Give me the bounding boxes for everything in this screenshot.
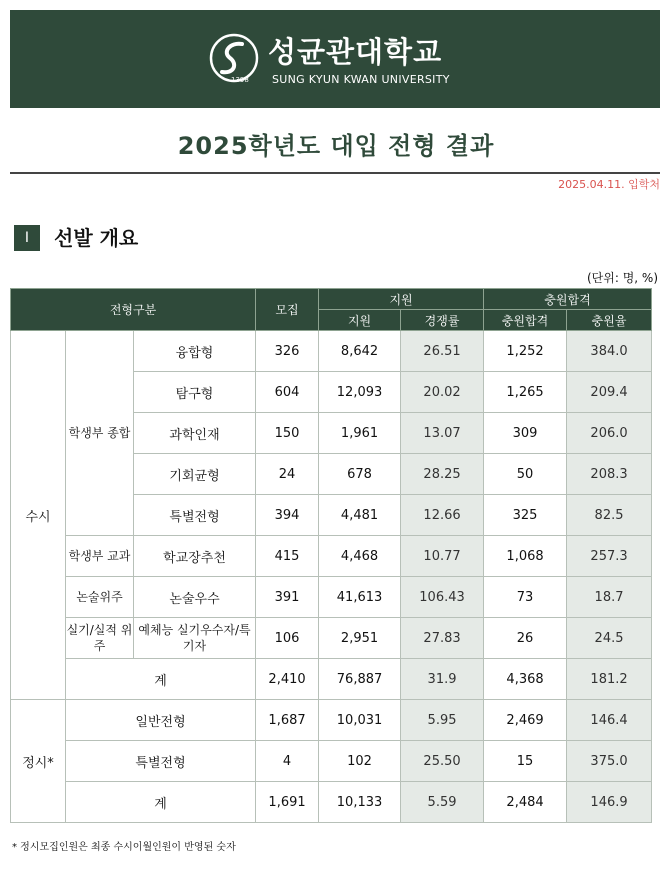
row-pass: 73: [484, 577, 567, 618]
row-recruit: 24: [256, 454, 319, 495]
table-row-subtotal: [11, 782, 652, 823]
row-competition: 5.95: [401, 700, 484, 741]
header-pass-rate: 충원율: [567, 310, 652, 331]
row-competition: 12.66: [401, 495, 484, 536]
row-type: 학교장추천: [134, 536, 256, 577]
row-type: 특별전형: [66, 741, 256, 782]
row-competition: 5.59: [401, 782, 484, 823]
header-apply-count: 지원: [319, 310, 401, 331]
table-row: [11, 536, 652, 577]
row-recruit: 4: [256, 741, 319, 782]
row-competition: 20.02: [401, 372, 484, 413]
footnote: * 정시모집인원은 최종 수시이월인원이 반영된 숫자: [12, 842, 236, 853]
logo-year: 1398: [231, 76, 249, 84]
row-type: 융합형: [134, 331, 256, 372]
group-silgi: 실기/실적 위주: [66, 618, 134, 659]
row-apply: 8,642: [319, 331, 401, 372]
row-competition: 106.43: [401, 577, 484, 618]
header-apply: 지원: [319, 289, 484, 310]
row-pass: 15: [484, 741, 567, 782]
row-apply: 41,613: [319, 577, 401, 618]
row-apply: 1,961: [319, 413, 401, 454]
row-competition: 10.77: [401, 536, 484, 577]
row-type: 특별전형: [134, 495, 256, 536]
table-row: [11, 577, 652, 618]
row-pass: 4,368: [484, 659, 567, 700]
row-recruit: 415: [256, 536, 319, 577]
row-apply: 4,468: [319, 536, 401, 577]
category-susi: 수시: [11, 331, 66, 700]
category-jeongsi: 정시*: [11, 700, 66, 823]
section-number: I: [14, 225, 40, 251]
row-pass-rate: 18.7: [567, 577, 652, 618]
row-pass-rate: 209.4: [567, 372, 652, 413]
row-pass-rate: 181.2: [567, 659, 652, 700]
row-apply: 10,133: [319, 782, 401, 823]
row-competition: 26.51: [401, 331, 484, 372]
table-row: [11, 700, 652, 741]
row-type: 논술우수: [134, 577, 256, 618]
university-name-en: SUNG KYUN KWAN UNIVERSITY: [272, 73, 450, 86]
row-type: 탐구형: [134, 372, 256, 413]
row-apply: 102: [319, 741, 401, 782]
row-recruit: 1,687: [256, 700, 319, 741]
row-pass: 1,252: [484, 331, 567, 372]
row-apply: 4,481: [319, 495, 401, 536]
row-apply: 10,031: [319, 700, 401, 741]
unit-label: (단위: 명, %): [586, 271, 658, 285]
row-competition: 25.50: [401, 741, 484, 782]
table-row: [11, 618, 652, 659]
row-apply: 2,951: [319, 618, 401, 659]
row-type: 예체능 실기우수자/특기자: [134, 618, 256, 659]
group-nonsul: 논술위주: [66, 577, 134, 618]
row-pass: 309: [484, 413, 567, 454]
row-competition: 31.9: [401, 659, 484, 700]
row-competition: 27.83: [401, 618, 484, 659]
header-type: 전형구분: [11, 289, 256, 331]
row-pass-rate: 82.5: [567, 495, 652, 536]
row-apply: 12,093: [319, 372, 401, 413]
table-row: [11, 741, 652, 782]
row-recruit: 1,691: [256, 782, 319, 823]
header-banner: [10, 10, 660, 108]
row-pass-rate: 208.3: [567, 454, 652, 495]
section-title: 선발 개요: [54, 226, 139, 250]
row-pass-rate: 375.0: [567, 741, 652, 782]
group-jonghap: 학생부 종합: [66, 331, 134, 536]
row-pass: 325: [484, 495, 567, 536]
row-competition: 13.07: [401, 413, 484, 454]
row-pass-rate: 146.4: [567, 700, 652, 741]
row-pass: 1,068: [484, 536, 567, 577]
table-row: [11, 331, 652, 372]
row-pass: 2,484: [484, 782, 567, 823]
row-pass-rate: 257.3: [567, 536, 652, 577]
row-apply: 76,887: [319, 659, 401, 700]
row-type: 기회균형: [134, 454, 256, 495]
row-pass: 2,469: [484, 700, 567, 741]
row-recruit: 150: [256, 413, 319, 454]
row-pass-rate: 206.0: [567, 413, 652, 454]
table-row-subtotal: [11, 659, 652, 700]
group-gyogwa: 학생부 교과: [66, 536, 134, 577]
row-type: 계: [66, 782, 256, 823]
row-pass: 26: [484, 618, 567, 659]
row-pass-rate: 384.0: [567, 331, 652, 372]
row-recruit: 604: [256, 372, 319, 413]
row-pass: 1,265: [484, 372, 567, 413]
admission-result-table: [10, 288, 652, 823]
row-pass-rate: 146.9: [567, 782, 652, 823]
page-title: 2025학년도 대입 전형 결과: [177, 132, 495, 160]
university-name: 성균관대학교: [268, 35, 443, 69]
publish-date: 2025.04.11. 입학처: [558, 178, 660, 191]
row-type: 과학인재: [134, 413, 256, 454]
header-pass: 충원합격: [484, 289, 652, 310]
header-competition: 경쟁률: [401, 310, 484, 331]
row-recruit: 326: [256, 331, 319, 372]
header-recruit: 모집: [256, 289, 319, 331]
row-type: 일반전형: [66, 700, 256, 741]
row-pass: 50: [484, 454, 567, 495]
row-apply: 678: [319, 454, 401, 495]
row-competition: 28.25: [401, 454, 484, 495]
title-divider: [10, 172, 660, 174]
row-recruit: 394: [256, 495, 319, 536]
row-recruit: 106: [256, 618, 319, 659]
row-recruit: 2,410: [256, 659, 319, 700]
row-pass-rate: 24.5: [567, 618, 652, 659]
row-type: 계: [66, 659, 256, 700]
header-pass-count: 충원합격: [484, 310, 567, 331]
row-recruit: 391: [256, 577, 319, 618]
